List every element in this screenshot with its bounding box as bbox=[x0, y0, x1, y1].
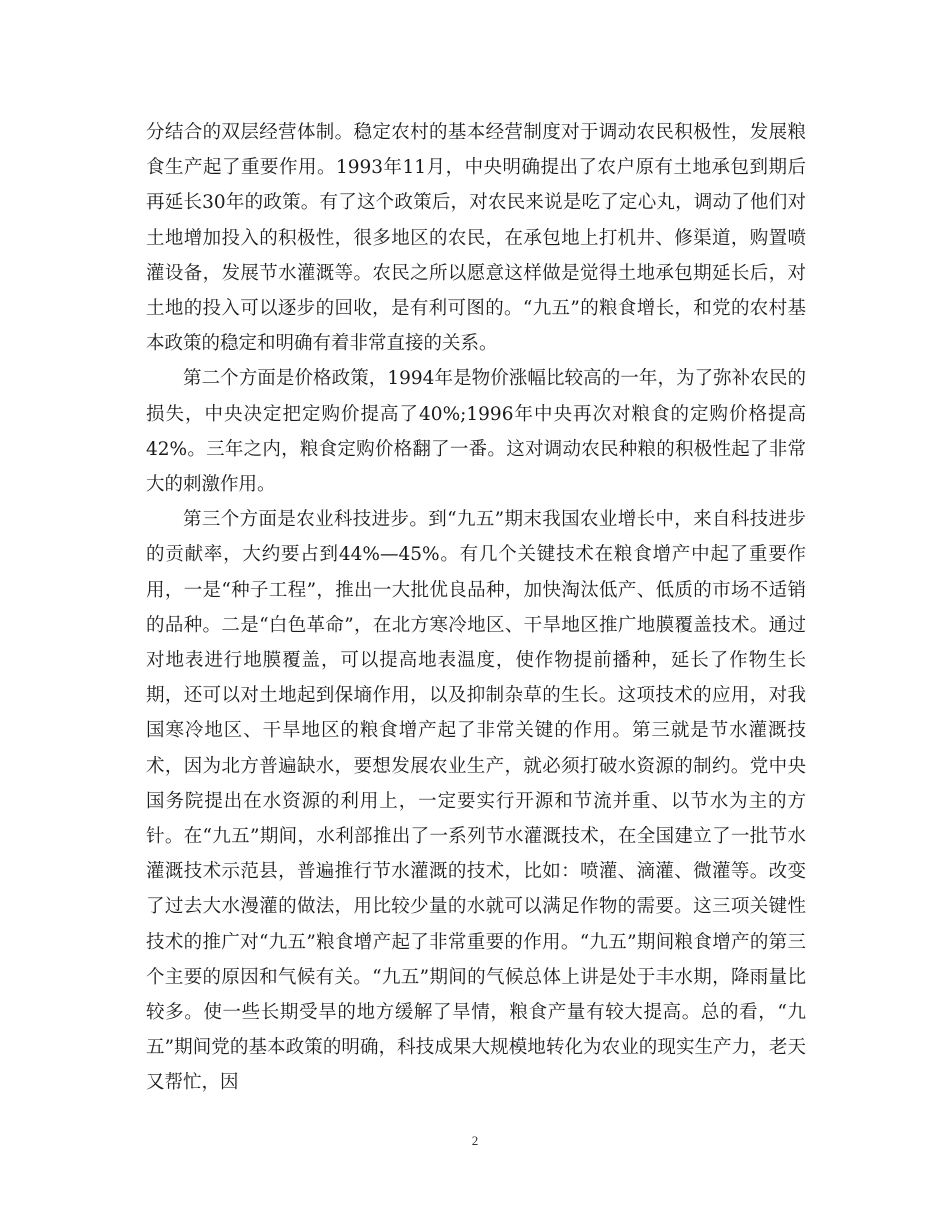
paragraph-3: 第三个方面是农业科技进步。到“九五”期末我国农业增长中，来自科技进步的贡献率，大约要占到44%—45%。有几个关键技术在粮食增产中起了重要作用，一是“种子工程”，推出一大批优良品种，加快淘汰低产、低质的市场不适销的品种。二是“白色革命”，在北方寒冷地区、干旱地区推广地膜覆盖技术。通过对地表进行地膜覆盖，可以提高地表温度，使作物提前播种，延长了作物生长期，还可以对土地起到保墒作用，以及抑制杂草的生长。这项技术的应用，对我国寒冷地区、干旱地区的粮食增产起了非常关键的作用。第三就是节水灌溉技术，因为北方普遍缺水，要想发展农业生产，就必须打破水资源的制约。党中央国务院提出在水资源的利用上，一定要实行开源和节流并重、以节水为主的方针。在“九五”期间，水利部推出了一系列节水灌溉技术，在全国建立了一批节水灌溉技术示范县，普遍推行节水灌溉的技术，比如：喷灌、滴灌、微灌等。改变了过去大水漫灌的做法，用比较少量的水就可以满足作物的需要。这三项关键性技术的推广对“九五”粮食增产起了非常重要的作用。“九五”期间粮食增产的第三个主要的原因和气候有关。“九五”期间的气候总体上讲是处于丰水期，降雨量比较多。使一些长期受旱的地方缓解了旱情，粮食产量有较大提高。总的看，“九五”期间党的基本政策的明确，科技成果大规模地转化为农业的现实生产力，老天又帮忙，因 bbox=[146, 509, 806, 1094]
paragraph-2: 第二个方面是价格政策，1994年是物价涨幅比较高的一年，为了弥补农民的损失，中央决定把定购价提高了40%;1996年中央再次对粮食的定购价格提高42%。三年之内，粮食定购价格翻了一番。这对调动农民种粮的积极性起了非常大的刺激作用。 bbox=[146, 368, 806, 496]
paragraph-1: 分结合的双层经营体制。稳定农村的基本经营制度对于调动农民积极性，发展粮食生产起了重要作用。1993年11月，中央明确提出了农户原有土地承包到期后再延长30年的政策。有了这个政策后，对农民来说是吃了定心丸，调动了他们对土地增加投入的积极性，很多地区的农民，在承包地上打机井、修渠道，购置喷灌设备，发展节水灌溉等。农民之所以愿意这样做是觉得土地承包期延长后，对土地的投入可以逐步的回收，是有利可图的。“九五”的粮食增长，和党的农村基本政策的稳定和明确有着非常直接的关系。 bbox=[146, 122, 806, 355]
document-body bbox=[146, 115, 806, 1101]
page-number: 2 bbox=[471, 1133, 479, 1148]
